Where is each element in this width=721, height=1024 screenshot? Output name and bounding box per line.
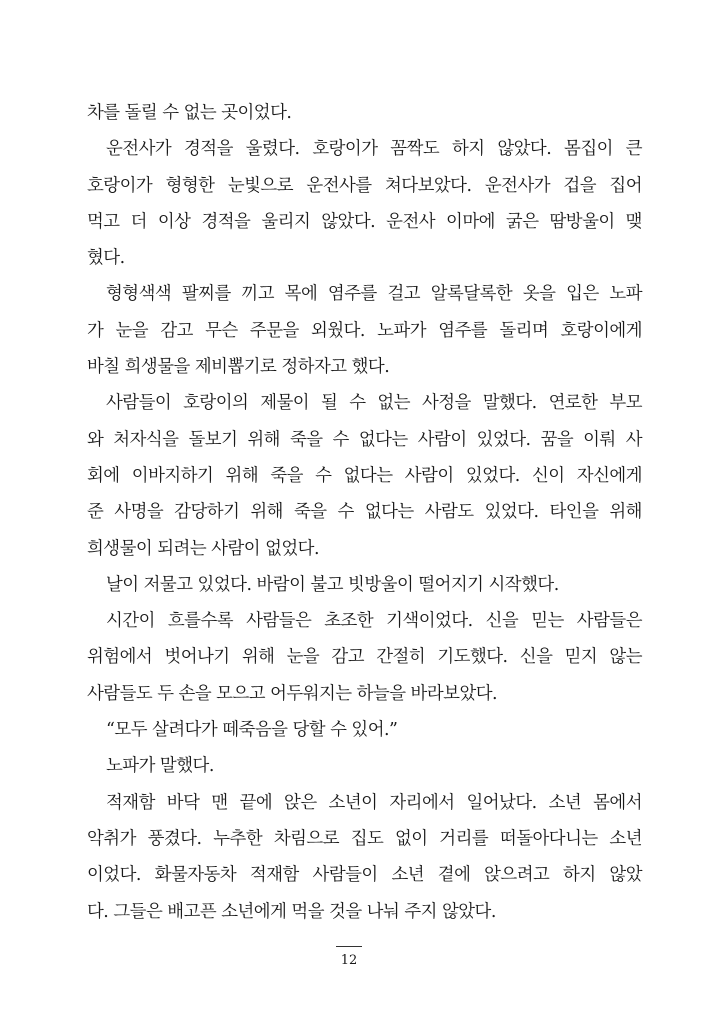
footer-rule: [336, 946, 362, 947]
body-text: [87, 95, 642, 930]
text-line: 준 사명을 감당하기 위해 죽을 수 없다는 사람도 있었다. 타인을 위해: [87, 502, 642, 523]
text-line: 적재함 바닥 맨 끝에 앉은 소년이 자리에서 일어났다. 소년 몸에서: [106, 792, 642, 813]
text-line: 노파가 말했다.: [106, 756, 214, 777]
text-line: “모두 살려다가 떼죽음을 당할 수 있어.”: [106, 720, 398, 741]
text-line: 바칠 희생물을 제비뽑기로 정하자고 했다.: [87, 357, 390, 378]
text-line: 먹고 더 이상 경적을 울리지 않았다. 운전사 이마에 굵은 땀방울이 맺: [87, 211, 642, 232]
text-line: 이었다. 화물자동차 적재함 사람들이 소년 곁에 앉으려고 하지 않았: [87, 865, 642, 886]
text-line: 사람들도 두 손을 모으고 어두워지는 하늘을 바라보았다.: [87, 683, 498, 704]
page-number: 12: [340, 953, 358, 968]
text-line: 와 처자식을 돌보기 위해 죽을 수 없다는 사람이 있었다. 꿈을 이뤄 사: [87, 429, 642, 450]
text-line: 다. 그들은 배고픈 소년에게 먹을 것을 나눠 주지 않았다.: [87, 901, 496, 922]
text-line: 차를 돌릴 수 없는 곳이었다.: [87, 103, 292, 123]
text-line: 회에 이바지하기 위해 죽을 수 없다는 사람이 있었다. 신이 자신에게: [87, 465, 642, 486]
text-line: 악취가 풍겼다. 누추한 차림으로 집도 없이 거리를 떠돌아다니는 소년: [87, 828, 642, 849]
text-line: 혔다.: [87, 248, 125, 269]
text-line: 형형색색 팔찌를 끼고 목에 염주를 걸고 알록달록한 옷을 입은 노파: [106, 284, 642, 305]
text-line: 날이 저물고 있었다. 바람이 불고 빗방울이 떨어지기 시작했다.: [106, 574, 559, 595]
text-line: 시간이 흐를수록 사람들은 초조한 기색이었다. 신을 믿는 사람들은: [106, 611, 642, 632]
text-line: 희생물이 되려는 사람이 없었다.: [87, 538, 320, 559]
text-line: 호랑이가 형형한 눈빛으로 운전사를 쳐다보았다. 운전사가 겁을 집어: [87, 175, 642, 196]
text-line: 가 눈을 감고 무슨 주문을 외웠다. 노파가 염주를 돌리며 호랑이에게: [87, 320, 642, 341]
text-line: 사람들이 호랑이의 제물이 될 수 없는 사정을 말했다. 연로한 부모: [106, 393, 642, 414]
text-line: 운전사가 경적을 울렸다. 호랑이가 꼼짝도 하지 않았다. 몸집이 큰: [106, 139, 642, 160]
text-line: 위험에서 벗어나기 위해 눈을 감고 간절히 기도했다. 신을 믿지 않는: [87, 647, 642, 668]
